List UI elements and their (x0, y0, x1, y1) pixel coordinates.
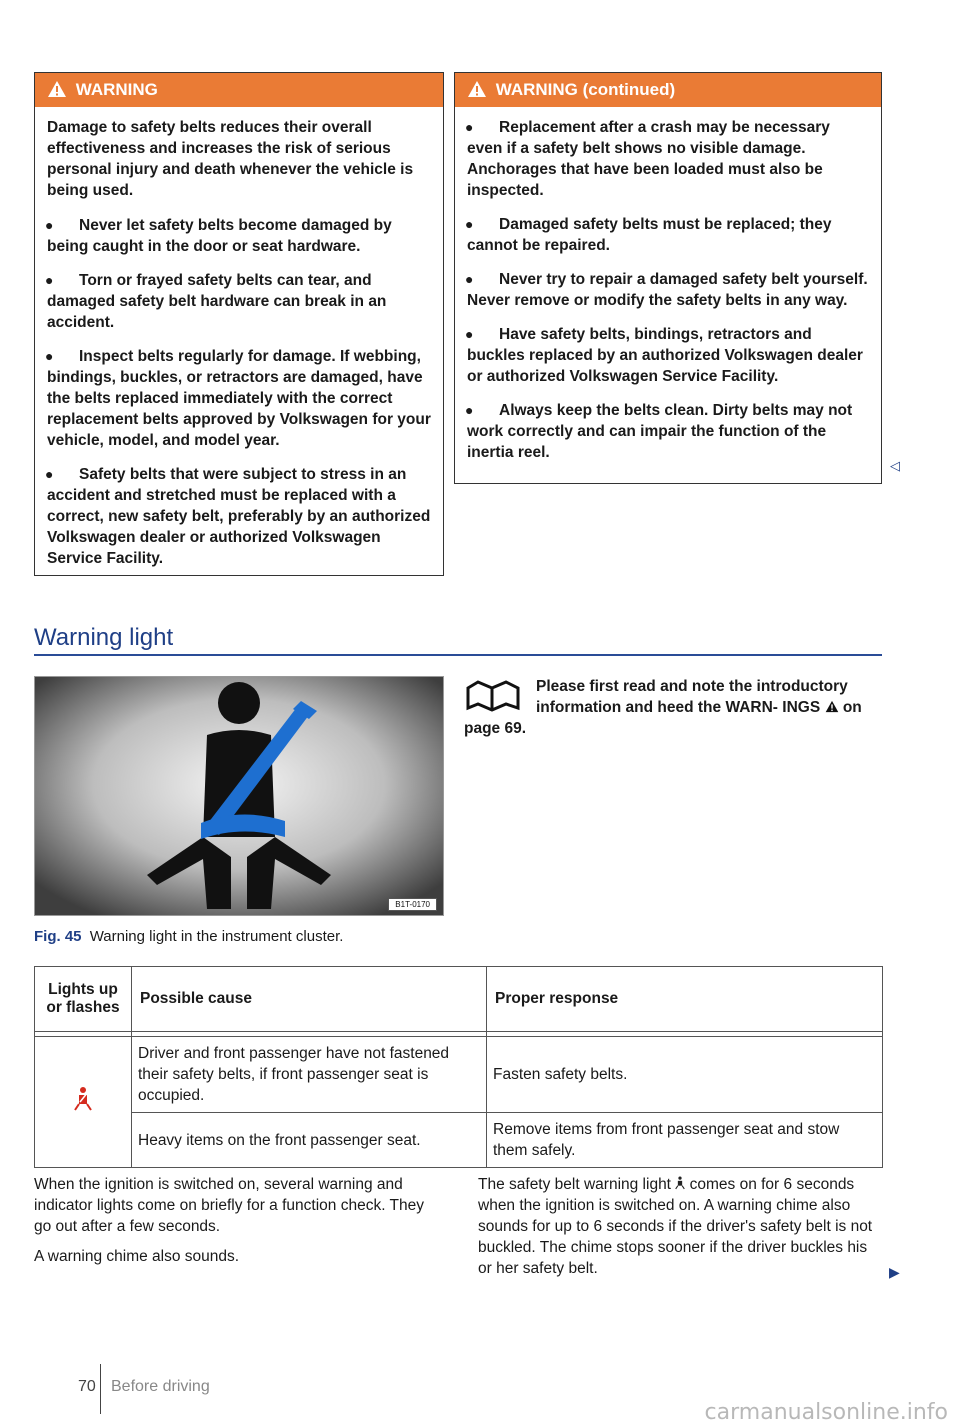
warning-item: ● Torn or frayed safety belts can tear, and damaged safety belt hardware can break in an accident. (45, 272, 387, 331)
footer-divider (100, 1364, 101, 1414)
section-divider (34, 654, 882, 656)
page-footer (78, 1378, 210, 1396)
warning-item: ● Never let safety belts become damaged by being caught in the door or seat hardware. (45, 217, 392, 255)
warning-item: ● Replacement after a crash may be necessary even if a safety belt shows no visible damage. Anchorages that have been loaded must also be inspected. (465, 119, 830, 199)
seatbelt-figure-icon (35, 677, 443, 915)
warning-triangle-icon (47, 80, 67, 98)
section-title: Warning light (34, 624, 174, 651)
warning-heading: WARNING (75, 80, 158, 99)
warning-item: ● Always keep the belts clean. Dirty belts may not work correctly and can impair the function of the inertia reel. (465, 402, 853, 461)
figure-code: B1T-0170 (388, 898, 437, 911)
intro-note (464, 676, 884, 739)
intro-note-text: Please first read and note the introductory information and heed the WARN- (536, 678, 848, 716)
cause-cell: Heavy items on the front passenger seat. (132, 1113, 487, 1168)
next-page-arrow-icon[interactable]: ▶ (889, 1264, 900, 1280)
warning-box-left (34, 72, 444, 576)
table-header-row (35, 967, 883, 1032)
watermark: carmanualsonline.info (704, 1400, 948, 1425)
warning-item: ● Inspect belts regularly for damage. If webbing, bindings, buckles, or retractors are damaged, have the belts replaced immediately with the correct replacement belts approved by Volkswagen for your vehicle, model, and model year. (45, 348, 431, 449)
book-icon (464, 678, 528, 714)
warning-light-table (34, 966, 883, 1168)
chapter-label: Before driving (111, 1378, 210, 1395)
page-number: 70 (78, 1378, 96, 1395)
table-row (35, 1037, 883, 1113)
intro-note-page-ref[interactable]: on page 69. (464, 699, 862, 737)
response-cell: Remove items from front passenger seat and stow them safely. (487, 1113, 883, 1168)
intro-note-text: INGS (782, 699, 821, 716)
figure-caption-text: Warning light in the instrument cluster. (89, 928, 344, 945)
response-cell: Fasten safety belts. (487, 1037, 883, 1113)
body-paragraph: When the ignition is switched on, several warning and indicator lights come on briefly for a function check. They go out after a few seconds. (34, 1176, 424, 1235)
back-arrow-icon[interactable]: ◁ (890, 458, 900, 473)
column-header: Proper response (487, 967, 883, 1032)
warning-item: ● Never try to repair a damaged safety belt yourself. Never remove or modify the safety belts in any way. (465, 271, 868, 309)
warning-item: ● Have safety belts, bindings, retractors and buckles replaced by an authorized Volkswagen dealer or authorized Volkswagen Service Facility. (465, 326, 863, 385)
seatbelt-warning-icon (74, 1086, 92, 1112)
warning-item: ● Safety belts that were subject to stress in an accident and stretched must be replaced with a correct, new safety belt, preferably by an authorized Volkswagen dealer or authorized Volkswagen Service Facility. (45, 466, 431, 567)
warning-triangle-icon (825, 700, 839, 713)
table-row (35, 1113, 883, 1168)
warning-box-right (454, 72, 882, 484)
body-paragraph: A warning chime also sounds. (34, 1248, 240, 1265)
figure-caption (34, 928, 343, 945)
body-paragraph (478, 1174, 880, 1279)
body-paragraph-text: comes on for 6 seconds when the ignition is switched on. A warning chime also sounds for up to 6 seconds if the driver's safety belt is not buckled. The chime stops sooner if the driver buckles his or her safety belt. (478, 1176, 873, 1277)
body-paragraph-text: The safety belt warning light (478, 1176, 671, 1193)
warning-intro: Damage to safety belts reduces their overall effectiveness and increases the risk of serious personal injury and death whenever the vehicle is being used. (47, 119, 414, 199)
figure-label: Fig. 45 (34, 928, 82, 945)
warning-heading: WARNING (continued) (495, 80, 676, 99)
warning-item: ● Damaged safety belts must be replaced; they cannot be repaired. (465, 216, 832, 254)
cause-cell: Driver and front passenger have not fastened their safety belts, if front passenger seat is occupied. (132, 1037, 487, 1113)
seatbelt-warning-icon (675, 1176, 685, 1190)
figure-warning-light (34, 676, 444, 916)
column-header: Lights up or flashes (35, 967, 132, 1032)
warning-header-continued (455, 73, 881, 107)
warning-triangle-icon (467, 80, 487, 98)
column-header: Possible cause (132, 967, 487, 1032)
indicator-cell (35, 1037, 132, 1168)
warning-header (35, 73, 443, 107)
